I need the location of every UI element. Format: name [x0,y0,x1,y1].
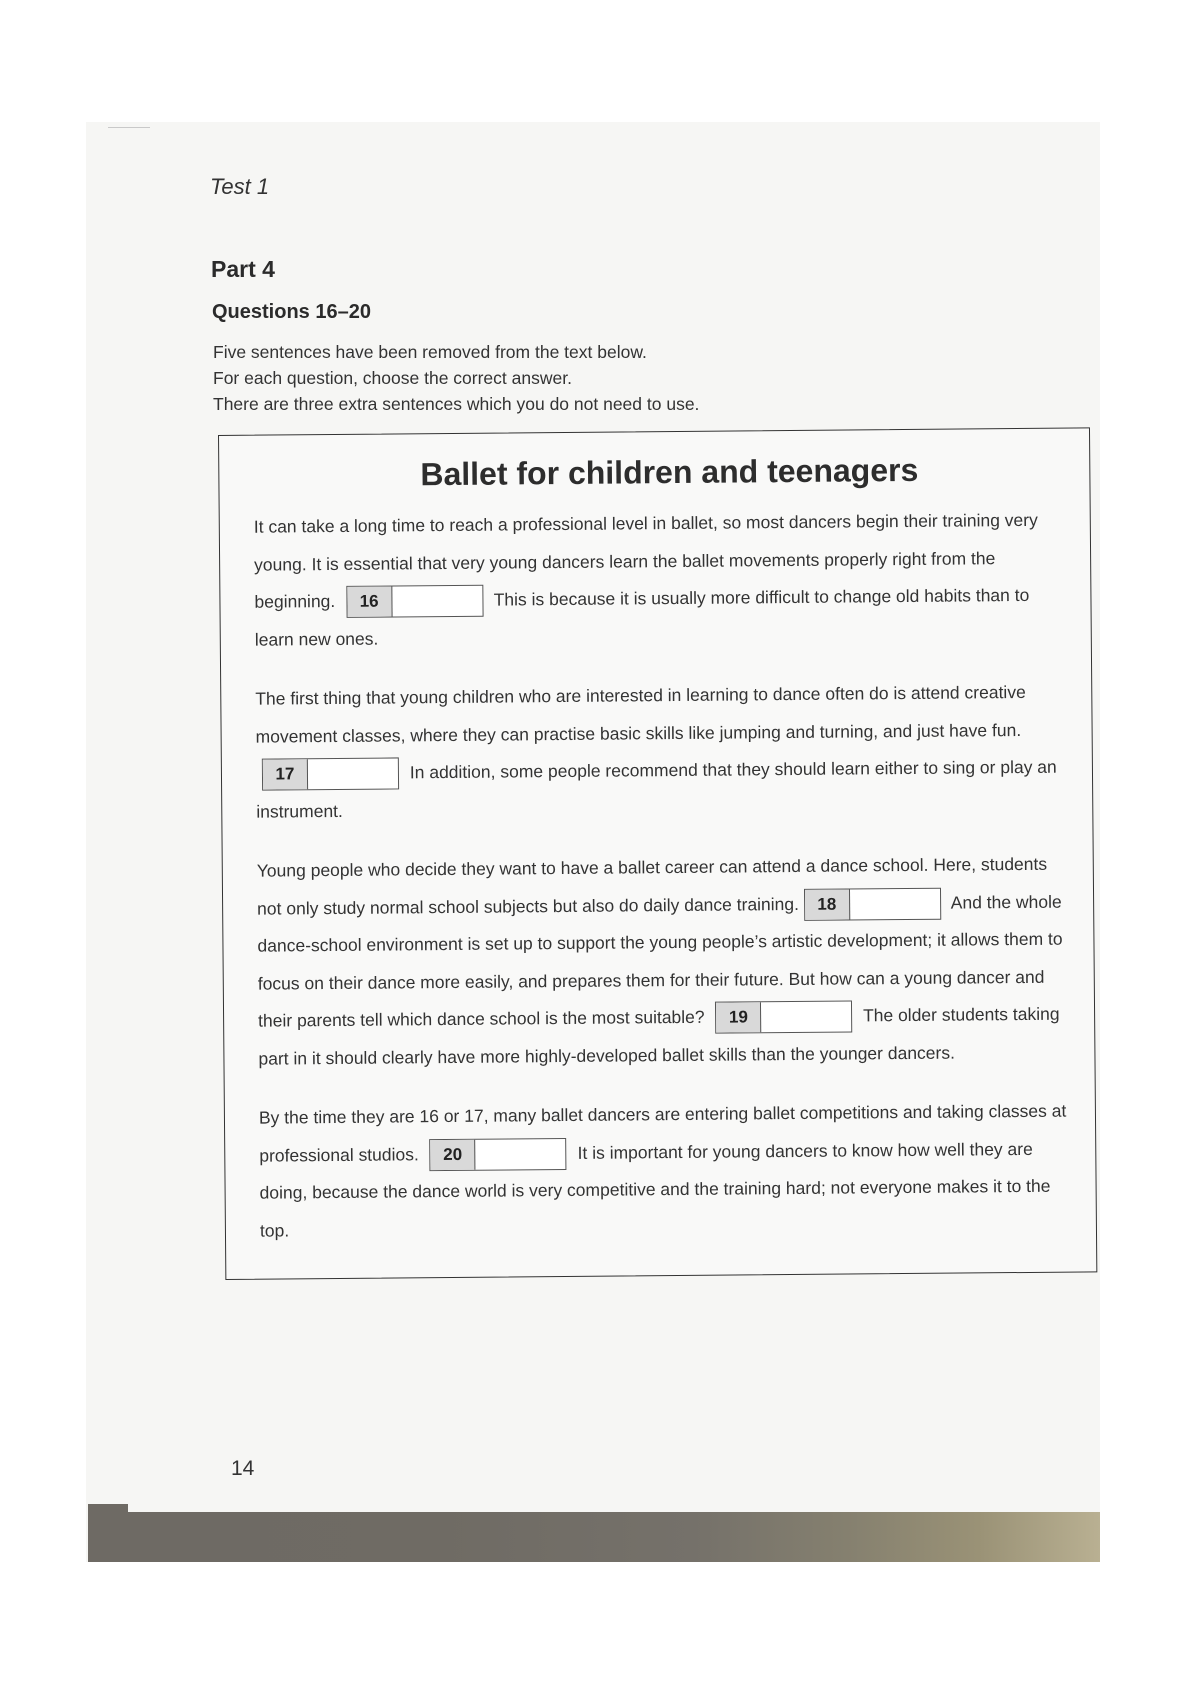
paragraph-text: This is because it is usually more difficult to change old habits than to learn new ones. [254,584,1030,650]
instructions [213,339,699,417]
corner-mark [108,127,150,128]
article-title: Ballet for children and teenagers [420,451,919,493]
paragraph-text: It is important for young dancers to know how well they are doing, because the dance world is very competitive and the training hard; not everyone makes it to the top. [259,1138,1051,1241]
answer-gap-17[interactable] [262,758,399,791]
footer-band [88,1512,1100,1562]
paragraph-3 [257,846,1071,1078]
paragraph-text: By the time they are 16 or 17, many ballet dancers are entering ballet competitions and taking classes at professional studios. [258,1100,1067,1166]
gap-number: 18 [805,889,850,919]
paragraph-text: And the whole dance-school environment is set up to support the young people’s artistic development; it allows them to focus on their dance more easily, and prepares them for their future. But how can a young dancer and their parents tell which dance school is the most suitable? [257,891,1063,1031]
paragraph-text: In addition, some people recommend that they should learn either to sing or play an instrument. [256,756,1057,822]
answer-gap-19[interactable] [715,1001,852,1034]
gap-number: 16 [347,587,392,617]
test-label: Test 1 [210,174,270,199]
answer-gap-20[interactable] [430,1138,567,1171]
gap-number: 17 [263,760,308,790]
article-box [218,427,1097,1280]
page-number: 14 [231,1457,255,1480]
paragraph-1 [254,502,1067,659]
answer-gap-16[interactable] [346,585,483,618]
paragraph-text: It can take a long time to reach a professional level in ballet, so most dancers begin their training very young. It is essential that very young dancers learn the ballet movements properly right from the beginning. [253,509,1038,612]
gap-number: 19 [716,1003,761,1033]
paragraph-text: The first thing that young children who are interested in learning to dance often do is attend creative movement classes, where they can practise basic skills like jumping and turning, and just have fun. [255,681,1026,747]
questions-title: Questions 16–20 [212,301,371,323]
footer-band-notch [88,1504,128,1512]
paragraph-2 [255,674,1068,831]
instruction-line: For each question, choose the correct answer. [213,368,572,388]
instruction-line: Five sentences have been removed from the text below. [213,342,647,362]
instruction-line: There are three extra sentences which you do not need to use. [213,394,700,414]
part-title: Part 4 [211,256,275,282]
paragraph-4 [259,1093,1072,1250]
gap-number: 20 [431,1140,476,1170]
paragraph-text: The older students taking part in it should clearly have more highly-developed ballet skills than the younger dancers. [258,1003,1060,1069]
answer-gap-18[interactable] [804,888,941,921]
paragraph-text: Young people who decide they want to have a ballet career can attend a dance school. Here, students not only study normal school subjects but also do daily dance training. [256,853,1048,919]
